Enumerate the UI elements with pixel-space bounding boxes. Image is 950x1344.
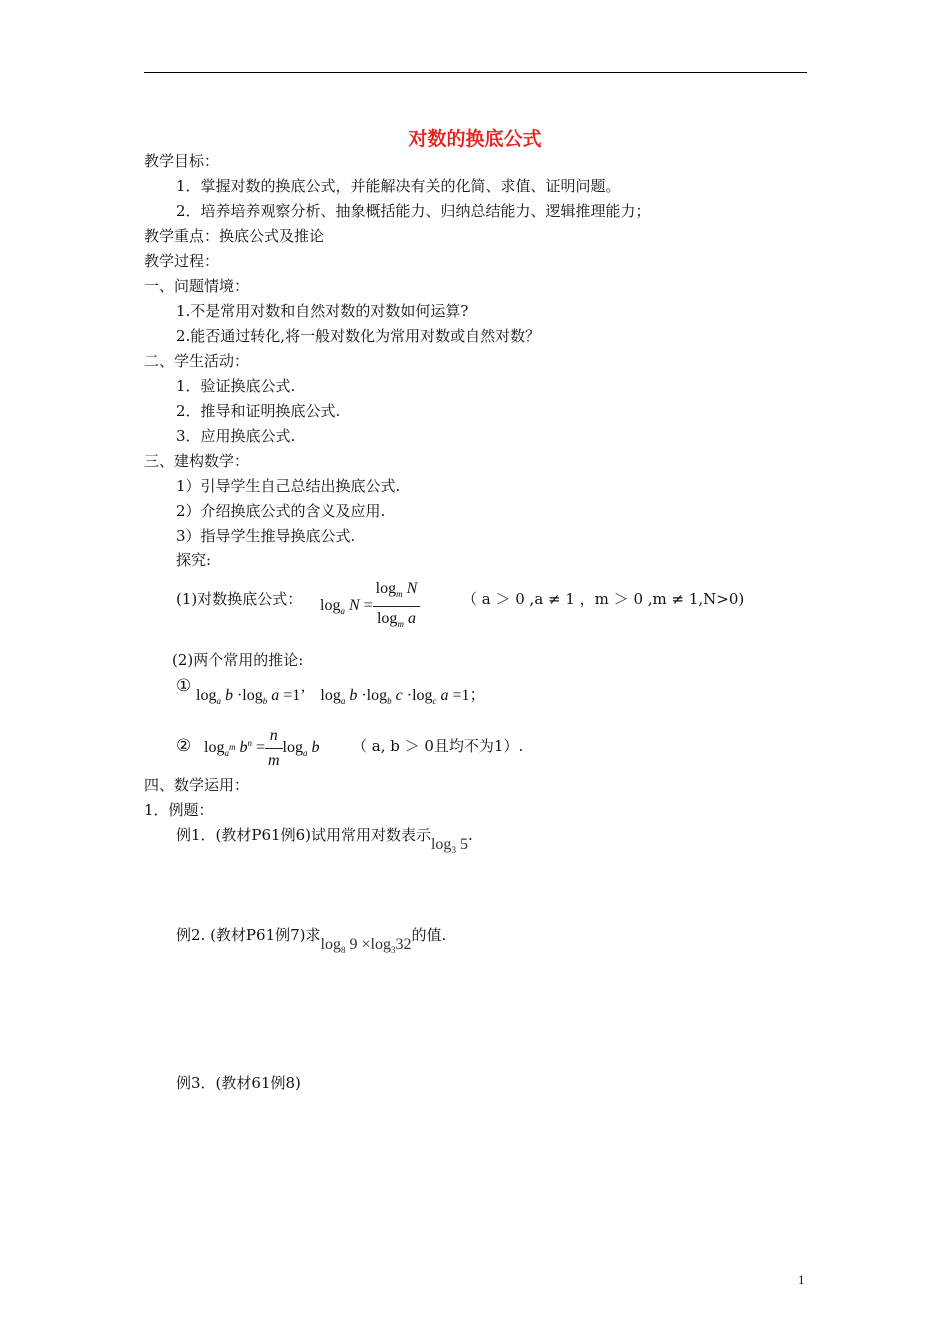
section3-item: 3）指导学生推导换底公式. [176, 527, 356, 545]
section4-heading: 四、数学运用： [144, 776, 250, 794]
section2-item: 1．验证换底公式. [176, 377, 296, 395]
section2-heading: 二、学生活动： [144, 352, 250, 370]
section3-heading: 三、建构数学： [144, 452, 250, 470]
examples-heading: 1．例题： [144, 801, 214, 819]
formula-condition: （ a ＞ 0 ,a ≠ 1 ，m ＞ 0 ,m ≠ 1,N>0) [462, 590, 745, 608]
circle-two: ② [176, 736, 192, 756]
example-2: 例2. (教材P61例7)求$\log_8 9 \times\log_332$的值. [176, 926, 447, 955]
objectives-heading: 教学目标： [144, 152, 220, 170]
corollary-two-condition: （ a, b ＞ 0且均不为1）. [352, 737, 524, 755]
corollary-two-formula: $\log_{am} b^n$ = $\frac{n}{m}$ $\log_a b$ [204, 727, 320, 769]
objective-item: 1．掌握对数的换底公式，并能解决有关的化简、求值、证明问题。 [176, 177, 621, 195]
header-rule [144, 72, 807, 73]
change-of-base-label: (1)对数换底公式： [176, 590, 303, 608]
corollary-label: (2)两个常用的推论: [172, 651, 304, 669]
explore-label: 探究: [176, 551, 212, 569]
objective-item: 2．培养培养观察分析、抽象概括能力、归纳总结能力、逻辑推理能力； [176, 202, 651, 220]
section2-item: 2．推导和证明换底公式. [176, 402, 341, 420]
example-1: 例1．(教材P61例6)试用常用对数表示$\log_3 5$. [176, 826, 473, 855]
example-3: 例3．(教材61例8) [176, 1074, 301, 1092]
section3-item: 2）介绍换底公式的含义及应用. [176, 502, 386, 520]
corollary-one-formula: $\log_a b \cdot\log_b$ a =1’ $\log_a b \cdot\log_b$ $c \cdot\log_c$ a =1； [196, 687, 486, 706]
page-number: 1 [798, 1272, 805, 1287]
page-title: 对数的换底公式 [408, 128, 542, 150]
section1-item: 1.不是常用对数和自然对数的对数如何运算? [176, 302, 469, 320]
key-point: 教学重点：换底公式及推论 [144, 227, 325, 245]
circle-one: ① [176, 676, 192, 696]
section3-item: 1）引导学生自己总结出换底公式. [176, 477, 401, 495]
process-heading: 教学过程： [144, 252, 220, 270]
section1-heading: 一、问题情境： [144, 277, 250, 295]
section1-item: 2.能否通过转化,将一般对数化为常用对数或自然对数？ [176, 327, 541, 345]
section2-item: 3．应用换底公式. [176, 427, 296, 445]
change-of-base-formula: $\log_a N$ = $\frac{\log_m N}{\log_m a}$ [320, 578, 420, 635]
